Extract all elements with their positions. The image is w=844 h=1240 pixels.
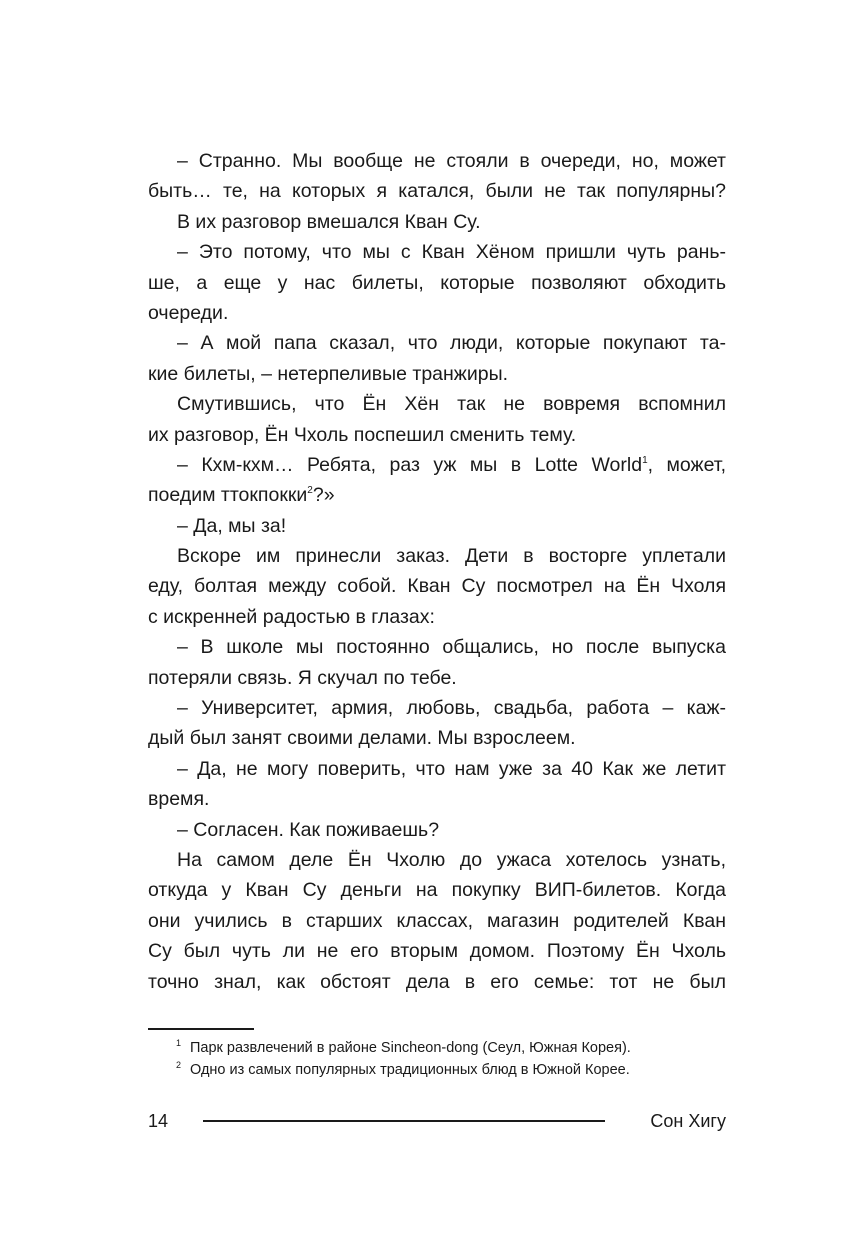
footnote-text: Парк развлечений в районе Sincheon-dong (Сеул, Южная Корея). [190,1040,631,1056]
text-line [148,450,726,480]
text-fragment: , может, [647,453,726,476]
text-fragment: поедим ттокпокки [148,484,308,507]
text-line: В их разговор вмешался Кван Су. [177,210,481,233]
text-line: Смутившись, что Ён Хён так не вовремя вспомнил [177,393,726,416]
text-line: кие билеты, – нетерпеливые транжиры. [148,362,509,385]
text-fragment: – Кхм-кхм… Ребята, раз уж мы в Lotte World [177,453,643,476]
footnote-number: 1 [176,1038,182,1048]
text-line: – Да, не могу поверить, что нам уже за 40 Как же летит [177,757,726,780]
page-body [148,146,726,997]
text-line: ше, а еще у нас билеты, которые позволяют обходить [148,271,726,294]
footnote-2 [176,1059,736,1081]
footnote-ref-2[interactable]: 2 [307,485,313,497]
text-line: На самом деле Ён Чхолю до ужаса хотелось узнать, [177,848,726,871]
text-line: Вскоре им принесли заказ. Дети в восторге уплетали [177,545,726,568]
text-line: потеряли связь. Я скучал по тебе. [148,666,457,689]
text-line: с искренней радостью в глазах: [148,605,435,628]
text-line: они учились в старших классах, магазин родителей Кван [148,909,726,932]
footnote-text: Одно из самых популярных традиционных блюд в Южной Корее. [190,1062,630,1078]
running-footer [148,1108,726,1134]
footnote-number: 2 [176,1060,182,1070]
text-line: откуда у Кван Су деньги на покупку ВИП-билетов. Когда [148,879,726,902]
text-line: – Да, мы за! [177,514,287,537]
text-line: – Университет, армия, любовь, свадьба, работа – каж- [177,697,726,720]
footnotes [176,1037,736,1081]
text-line: точно знал, как обстоят дела в его семье: тот не был [148,970,726,993]
text-line: их разговор, Ён Чхоль поспешил сменить тему. [148,423,577,446]
text-line: – В школе мы постоянно общались, но после выпуска [177,636,726,659]
footer-rule [203,1120,605,1122]
text-line: быть… те, на которых я катался, были не так популярны? [148,180,726,203]
text-line: очереди. [148,301,229,324]
text-line: время. [148,788,210,811]
text-line [148,480,726,510]
running-author: Сон Хигу [650,1111,726,1131]
footnote-1 [176,1037,736,1059]
text-line: – Странно. Мы вообще не стояли в очереди, но, может [177,150,726,172]
text-line: – Это потому, что мы с Кван Хёном пришли чуть рань- [177,241,726,264]
text-line: – Согласен. Как поживаешь? [177,818,440,841]
text-line: – А мой папа сказал, что люди, которые покупают та- [177,332,726,355]
text-line: дый был занят своими делами. Мы взрослеем. [148,727,576,750]
footnote-separator [148,1028,254,1030]
text-line: Су был чуть ли не его вторым домом. Поэтому Ён Чхоль [148,940,726,963]
footnote-ref-1[interactable]: 1 [642,454,648,466]
page-number: 14 [148,1111,169,1131]
text-line: еду, болтая между собой. Кван Су посмотрел на Ён Чхоля [148,575,726,598]
text-fragment: ?» [312,484,335,507]
